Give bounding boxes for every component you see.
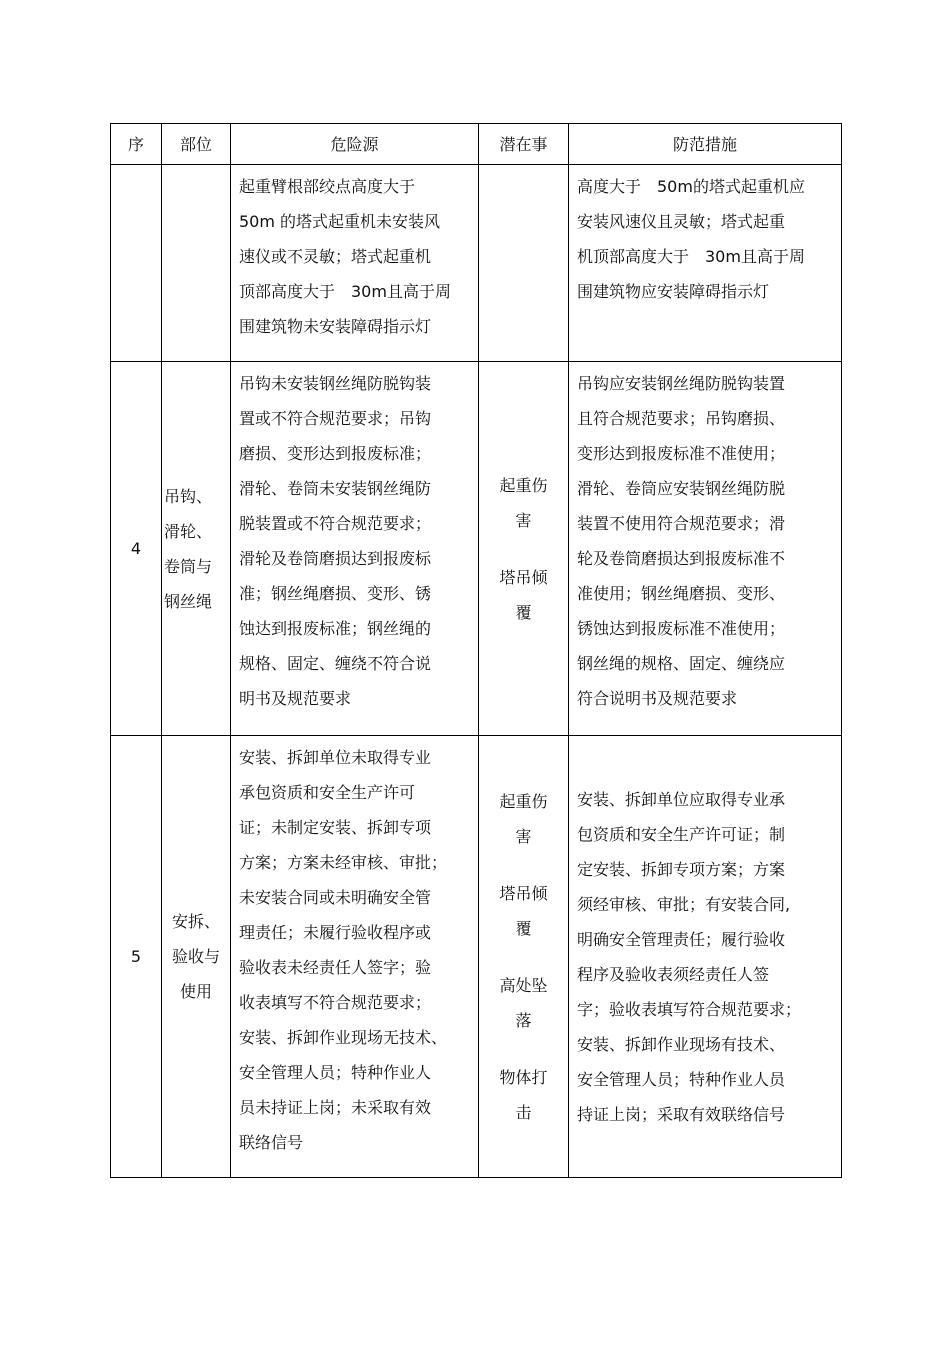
measure-line: 锈蚀达到报废标准不准使用；: [577, 619, 786, 638]
incident-line: 起重伤: [499, 791, 548, 811]
row-part: [162, 362, 231, 736]
incident-line: 害: [515, 510, 532, 530]
hazard-line: 磨损、变形达到报废标准；: [239, 444, 432, 463]
hazard-line: 安装、拆卸作业现场无技术、: [239, 1028, 448, 1047]
incident-line: 覆: [515, 918, 532, 938]
hazard-line: 安全管理人员；特种作业人: [239, 1063, 432, 1082]
row-measures: [569, 165, 842, 362]
part-line: 滑轮、: [164, 521, 213, 541]
measure-line: 安装、拆卸单位应取得专业承: [577, 789, 786, 809]
table-row: [111, 362, 842, 736]
hazard-line: 50m 的塔式起重机未安装风: [239, 212, 441, 231]
hazard-line: 脱装置或不符合规范要求；: [239, 514, 432, 533]
hazard-line: 围建筑物未安装障碍指示灯: [239, 317, 432, 336]
row-part: [162, 165, 231, 362]
hazard-line: 顶部高度大于 30m且高于周: [239, 282, 451, 301]
hazard-line: 收表填写不符合规范要求；: [239, 993, 432, 1012]
incident-line: 击: [515, 1102, 532, 1122]
hazard-line: 理责任；未履行验收程序或: [239, 923, 432, 942]
measure-line: 安全管理人员；特种作业人员: [577, 1069, 786, 1089]
hazard-line: 准；钢丝绳磨损、变形、锈: [239, 584, 432, 603]
measure-line: 钢丝绳的规格、固定、缠绕应: [577, 654, 786, 673]
incident-line: 起重伤: [499, 475, 548, 495]
row-number: [111, 165, 162, 362]
header-no: 序: [111, 124, 162, 165]
hazard-line: 安装、拆卸单位未取得专业: [239, 748, 432, 767]
part-line: 安拆、: [171, 912, 220, 931]
measure-line: 准使用；钢丝绳磨损、变形、: [577, 584, 786, 603]
hazard-line: 验收表未经责任人签字；验: [239, 958, 432, 977]
hazard-line: 置或不符合规范要求；吊钩: [239, 409, 432, 428]
row-measures: [569, 362, 842, 736]
incident-line: 塔吊倾: [499, 567, 548, 587]
measure-line: 字；验收表填写符合规范要求；: [577, 999, 802, 1019]
measure-line: 明确安全管理责任；履行验收: [577, 929, 786, 949]
row-hazard: [231, 362, 479, 736]
measure-line: 机顶部高度大于 30m且高于周: [577, 247, 805, 266]
table-row: [111, 165, 842, 362]
row-incident: [479, 165, 569, 362]
incident-line: 塔吊倾: [499, 883, 548, 903]
measure-line: 装置不使用符合规范要求；滑: [577, 514, 786, 533]
part-line: 使用: [179, 982, 212, 1001]
incident-line: 覆: [515, 602, 532, 622]
hazard-line: 蚀达到报废标准；钢丝绳的: [239, 619, 432, 638]
measure-line: 安装、拆卸作业现场有技术、: [577, 1034, 786, 1054]
hazard-line: 滑轮及卷筒磨损达到报废标: [239, 549, 432, 568]
part-line: 卷筒与: [164, 556, 213, 576]
measure-line: 变形达到报废标准不准使用；: [577, 444, 786, 463]
measure-line: 高度大于 50m的塔式起重机应: [577, 177, 805, 196]
hazard-table: [110, 123, 842, 1178]
hazard-line: 方案；方案未经审核、审批；: [239, 853, 448, 872]
measure-line: 持证上岗；采取有效联络信号: [577, 1104, 786, 1124]
measure-line: 滑轮、卷筒应安装钢丝绳防脱: [577, 479, 786, 498]
row-measures: [569, 736, 842, 1178]
measure-line: 符合说明书及规范要求: [577, 689, 738, 708]
hazard-line: 吊钩未安装钢丝绳防脱钩装: [239, 374, 432, 393]
header-incident: 潜在事: [479, 124, 569, 165]
table-header-row: [111, 124, 842, 165]
measure-line: 安装风速仪且灵敏；塔式起重: [577, 212, 786, 231]
row-hazard: [231, 736, 479, 1178]
measure-line: 围建筑物应安装障碍指示灯: [577, 282, 770, 301]
hazard-line: 明书及规范要求: [239, 689, 352, 708]
header-hazard: 危险源: [231, 124, 479, 165]
incident-line: 害: [515, 826, 532, 846]
hazard-line: 未安装合同或未明确安全管: [239, 888, 432, 907]
row-incident: [479, 736, 569, 1178]
hazard-line: 规格、固定、缠绕不符合说: [239, 654, 432, 673]
measure-line: 轮及卷筒磨损达到报废标准不: [577, 549, 786, 568]
measure-line: 须经审核、审批；有安装合同,: [577, 894, 791, 914]
row-number: 4: [111, 362, 162, 736]
measure-line: 定安装、拆卸专项方案；方案: [577, 859, 786, 879]
part-line: 吊钩、: [164, 486, 213, 506]
row-part: [162, 736, 231, 1178]
hazard-line: 联络信号: [239, 1133, 304, 1152]
incident-line: 落: [515, 1010, 532, 1030]
hazard-line: 证；未制定安装、拆卸专项: [239, 818, 432, 837]
header-measures: 防范措施: [569, 124, 842, 165]
incident-line: 高处坠: [499, 975, 548, 995]
measure-line: 包资质和安全生产许可证；制: [577, 824, 786, 844]
hazard-line: 滑轮、卷筒未安装钢丝绳防: [239, 479, 432, 498]
row-number: 5: [111, 736, 162, 1178]
hazard-line: 速仪或不灵敏；塔式起重机: [239, 247, 432, 266]
measure-line: 吊钩应安装钢丝绳防脱钩装置: [577, 374, 786, 393]
measure-line: 且符合规范要求；吊钩磨损、: [577, 409, 786, 428]
table-row: [111, 736, 842, 1178]
header-part: 部位: [162, 124, 231, 165]
measure-line: 程序及验收表须经责任人签: [577, 964, 770, 984]
hazard-line: 承包资质和安全生产许可: [239, 783, 416, 802]
row-hazard: [231, 165, 479, 362]
part-line: 验收与: [171, 947, 220, 966]
part-line: 钢丝绳: [164, 591, 213, 611]
row-incident: [479, 362, 569, 736]
hazard-line: 起重臂根部绞点高度大于: [239, 177, 416, 196]
incident-line: 物体打: [499, 1067, 548, 1087]
hazard-line: 员未持证上岗；未采取有效: [239, 1098, 432, 1117]
